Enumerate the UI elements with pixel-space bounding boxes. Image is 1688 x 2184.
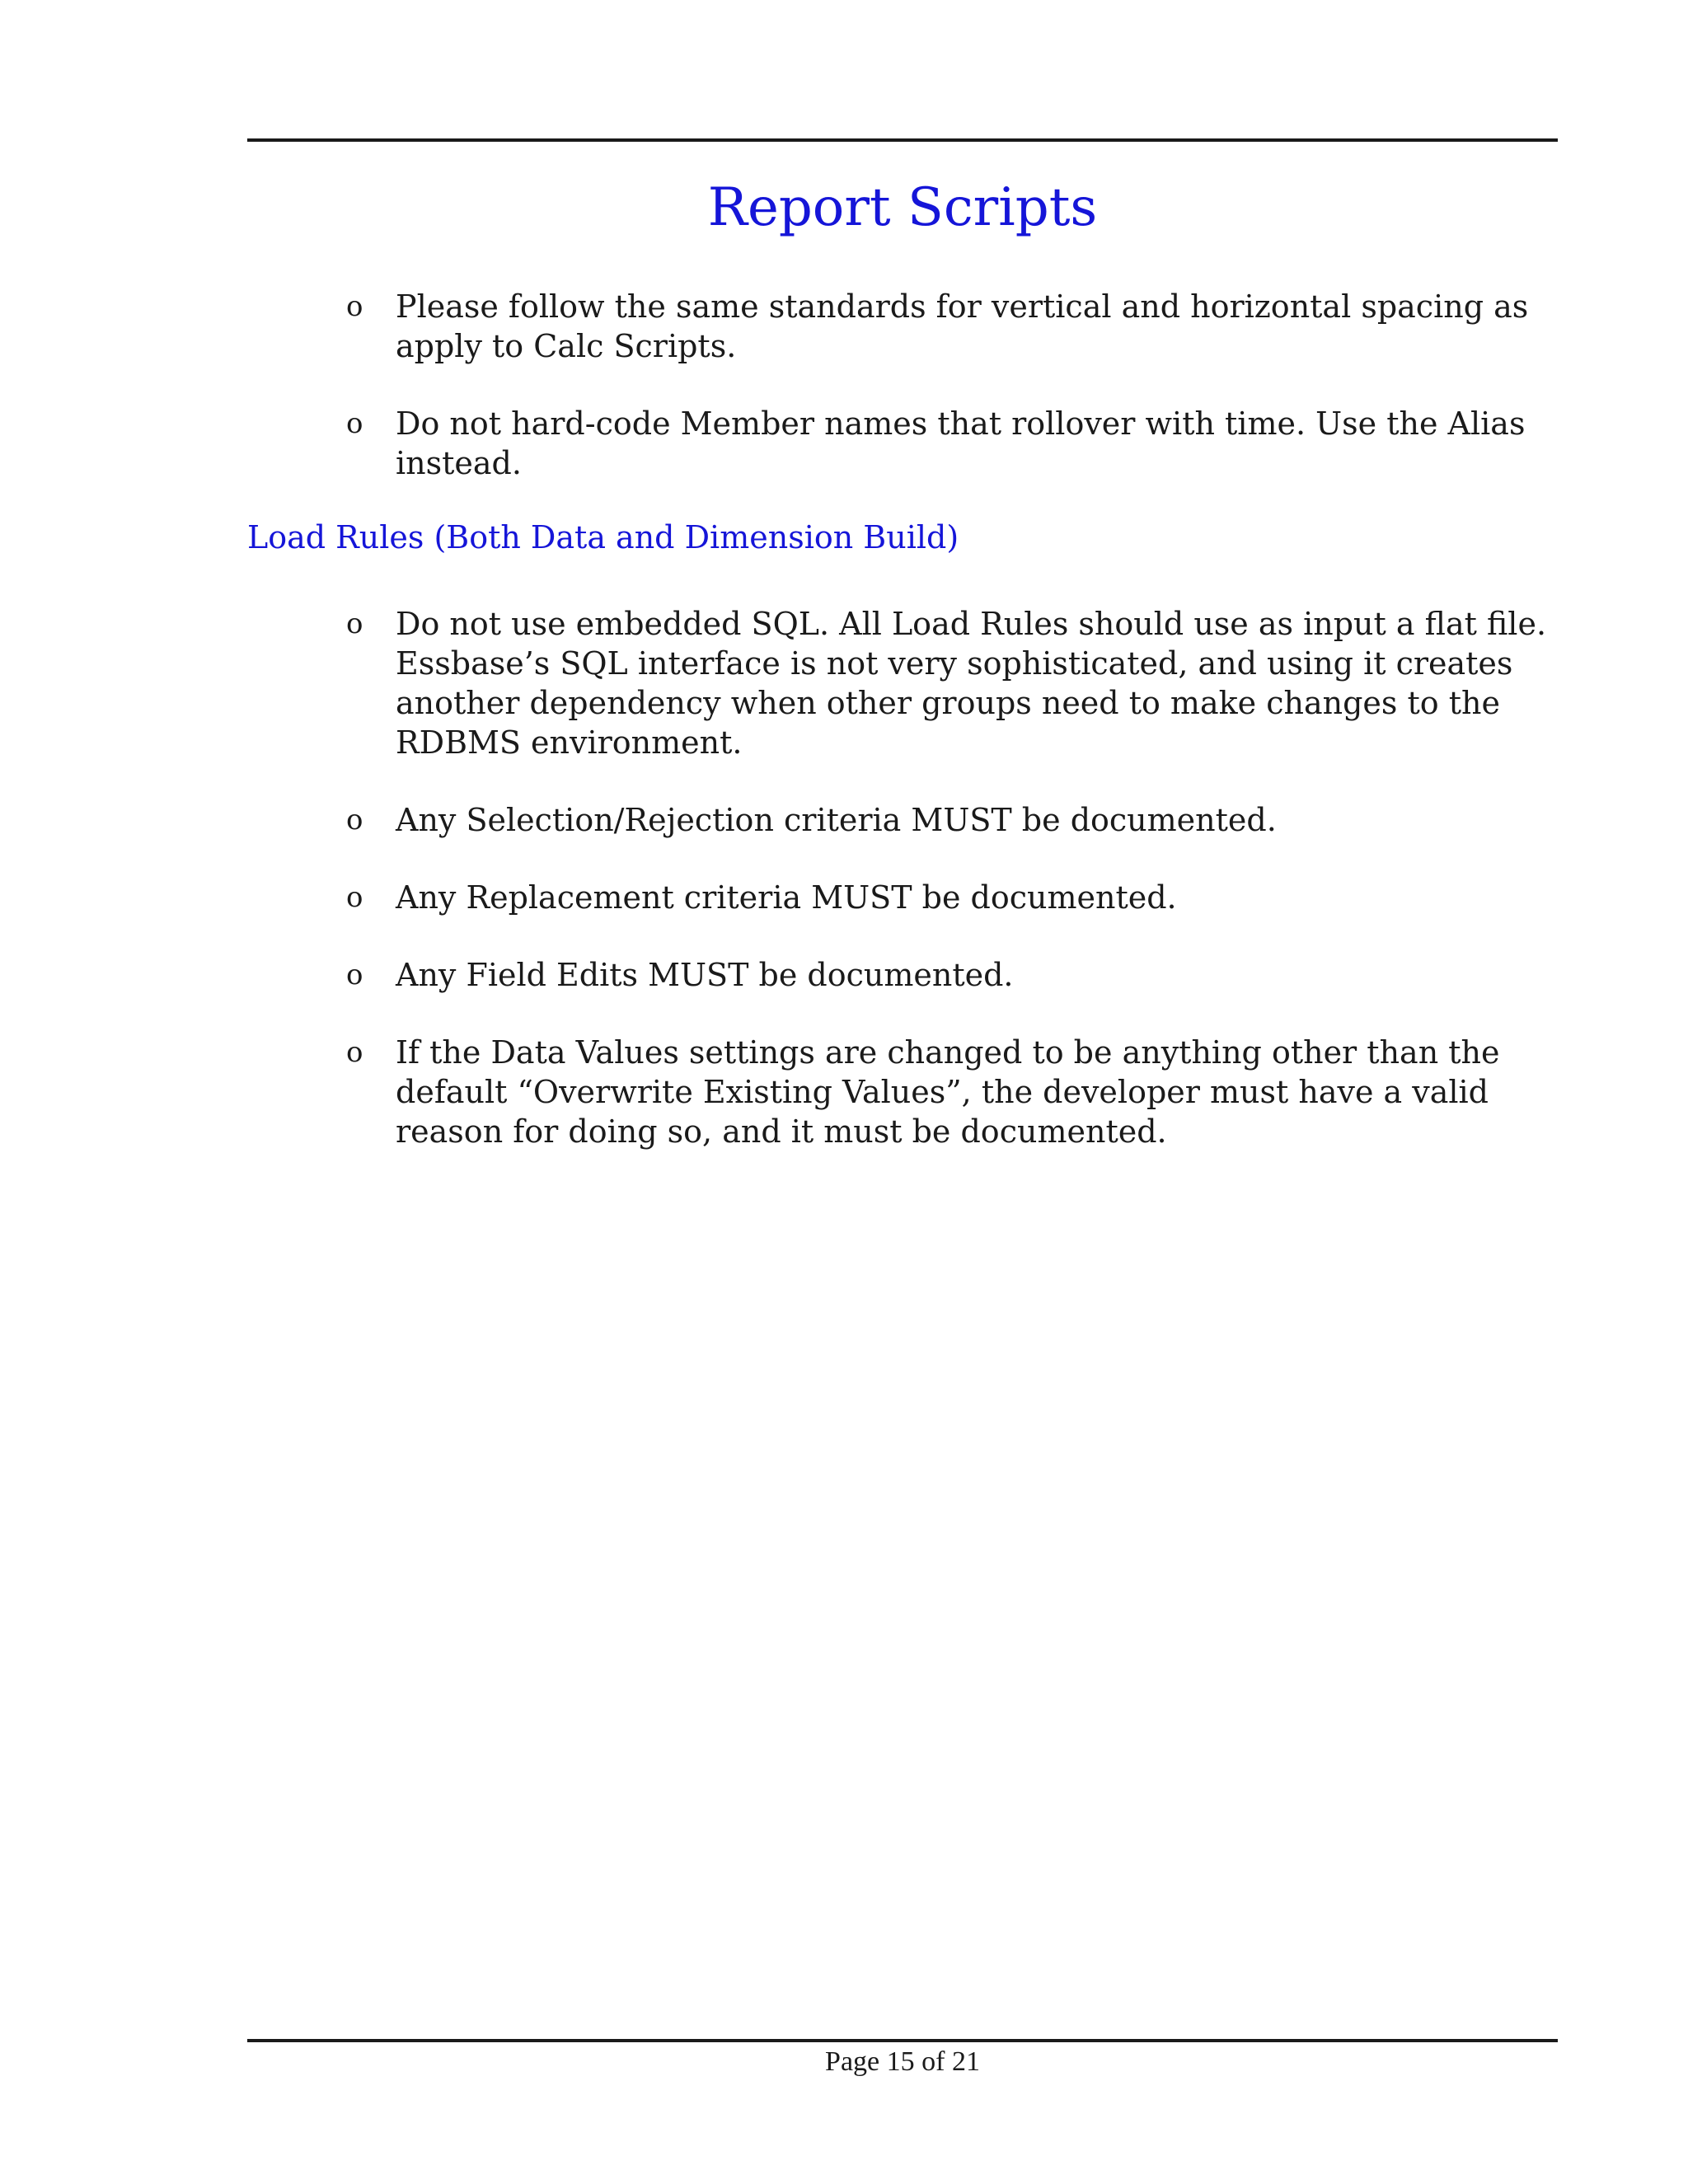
bullet-icon: o xyxy=(346,958,363,991)
bullet-icon: o xyxy=(346,881,363,914)
list-item-text: Please follow the same standards for vertical and horizontal spacing as apply to Calc Scripts. xyxy=(396,288,1529,364)
bullet-icon: o xyxy=(346,407,363,440)
list-item xyxy=(247,604,1558,762)
page-number: Page 15 of 21 xyxy=(825,2046,980,2077)
header-rule xyxy=(247,138,1558,142)
report-scripts-list xyxy=(247,287,1558,521)
list-item-text: Any Replacement criteria MUST be documented. xyxy=(396,879,1177,916)
list-item-text: If the Data Values settings are changed to be anything other than the default “Overwrite Existing Values”, the developer must have a valid reason for doing so, and it must be documented. xyxy=(396,1034,1500,1150)
list-item xyxy=(247,404,1558,483)
list-item xyxy=(247,878,1558,917)
list-item-text: Any Field Edits MUST be documented. xyxy=(396,957,1014,993)
bullet-icon: o xyxy=(346,607,363,640)
load-rules-list xyxy=(247,604,1558,1189)
list-item-text: Any Selection/Rejection criteria MUST be documented. xyxy=(396,802,1277,838)
section-heading-load-rules: Load Rules (Both Data and Dimension Build) xyxy=(247,519,959,555)
list-item xyxy=(247,955,1558,995)
list-item-text: Do not hard-code Member names that rollover with time. Use the Alias instead. xyxy=(396,405,1526,481)
bullet-icon: o xyxy=(346,804,363,837)
list-item xyxy=(247,287,1558,366)
bullet-icon: o xyxy=(346,290,363,323)
list-item xyxy=(247,1033,1558,1151)
list-item-text: Do not use embedded SQL. All Load Rules should use as input a flat file. Essbase’s SQL interface is not very sophisticated, and using it creates another dependency when other groups need to make changes to the RDBMS environment. xyxy=(396,606,1547,761)
page-title: Report Scripts xyxy=(707,177,1098,238)
list-item xyxy=(247,800,1558,840)
bullet-icon: o xyxy=(346,1036,363,1069)
